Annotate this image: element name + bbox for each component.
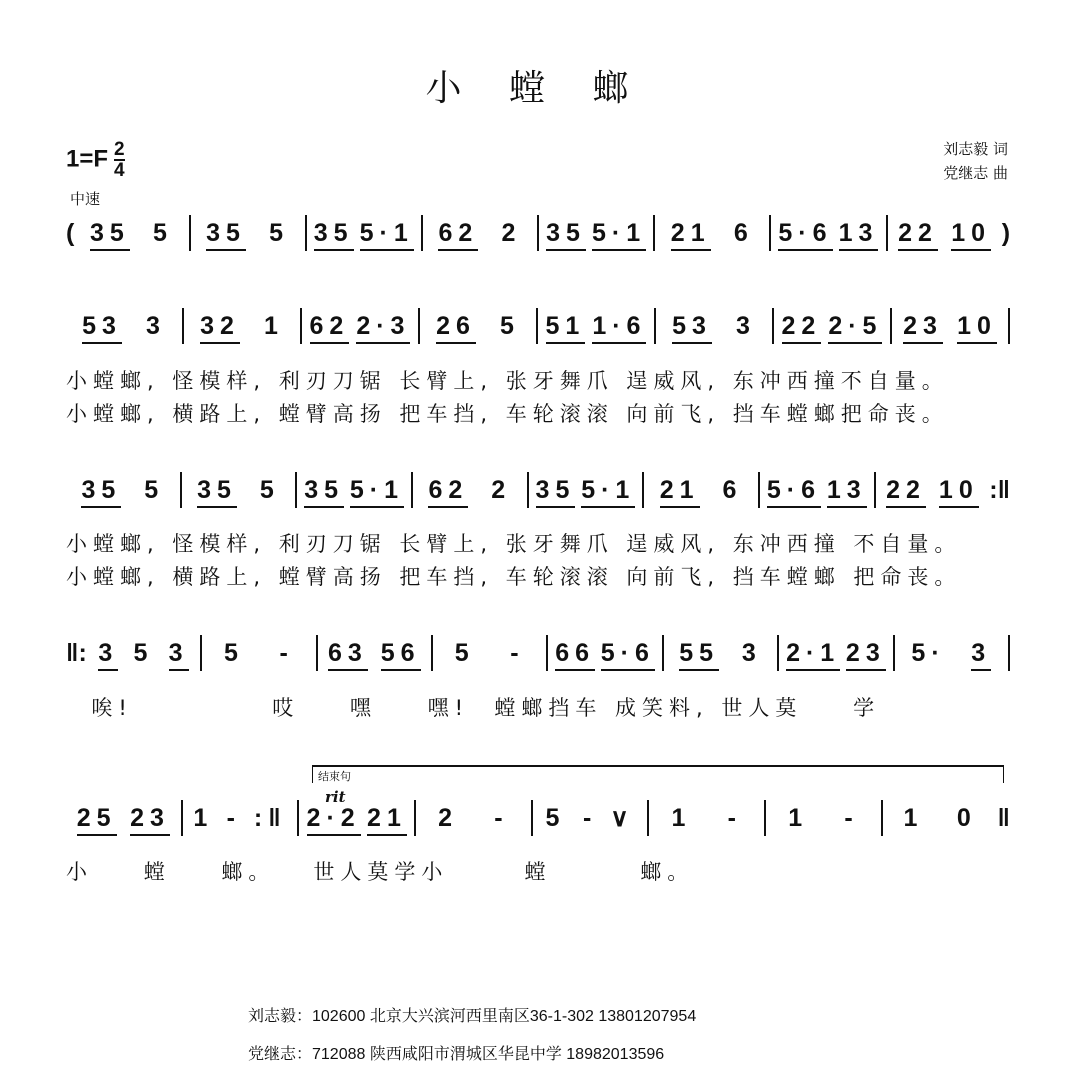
note-group: - <box>727 804 742 832</box>
note-group: 3 <box>146 312 166 340</box>
measure <box>664 635 779 671</box>
note-group: 5 <box>133 639 154 667</box>
measure <box>529 472 645 508</box>
lyrics-row2-verse1: 小螳螂, 怪模样, 利刃刀锯 长臂上, 张牙舞爪 逞威风, 东冲西撞不自量。 <box>66 369 949 393</box>
time-sig-bottom: 4 <box>114 160 125 181</box>
note-group: 56 <box>381 639 421 671</box>
note-group: 5 <box>454 639 475 667</box>
ending-label: 结束句 <box>318 770 351 783</box>
note-group: - <box>494 804 509 832</box>
note-group: 2·1 <box>786 639 840 671</box>
note-group: 5· <box>911 639 946 667</box>
note-group: 2 <box>491 476 512 504</box>
note-group: 5 <box>223 639 244 667</box>
note-group: 22 <box>886 476 926 508</box>
note-group: 10 <box>951 219 991 251</box>
measure <box>548 635 663 671</box>
note-group: 5 <box>152 219 173 247</box>
measure <box>182 472 298 508</box>
note-group: 3 <box>971 639 991 671</box>
measure <box>413 472 529 508</box>
lyrics-row2-verse2: 小螳螂, 横路上, 螳臂高扬 把车挡, 车轮滚滚 向前飞, 挡车螳螂把命丧。 <box>66 402 949 426</box>
staff-row-4 <box>66 635 1010 671</box>
note-group: 1·6 <box>592 312 646 344</box>
staff-row-3 <box>66 472 1010 508</box>
measure <box>649 800 766 836</box>
note-group: 32 <box>200 312 240 344</box>
note-group: 10 <box>957 312 997 344</box>
note-group: - <box>510 639 525 667</box>
footer-contact-2: 党继志：712088 陕西咸阳市渭城区华昆中学 18982013596 <box>248 1046 665 1063</box>
measure <box>202 635 317 671</box>
measure <box>774 308 892 344</box>
note-group: 5·1 <box>592 219 646 251</box>
note-group: 35 <box>197 476 237 508</box>
tempo-marking: 中速 <box>70 190 101 208</box>
ending-bracket <box>312 765 1004 783</box>
row-suffix-mark: ) <box>1001 219 1011 247</box>
measure <box>644 472 760 508</box>
note-group: 21 <box>367 804 407 836</box>
note-group: 1 <box>193 804 214 832</box>
note-group: 5·6 <box>767 476 821 508</box>
measure <box>895 635 1010 671</box>
note-group: 35 <box>536 476 576 508</box>
measure <box>760 472 876 508</box>
note-group: 1 <box>671 804 692 832</box>
measure <box>297 472 413 508</box>
note-group: 5 <box>269 219 290 247</box>
measure <box>538 308 656 344</box>
note-group: 55 <box>679 639 719 671</box>
note-group: 1 <box>264 312 284 340</box>
note-group: 5 <box>144 476 165 504</box>
lyrics-row3-verse2: 小螳螂, 横路上, 螳臂高扬 把车挡, 车轮滚滚 向前飞, 挡车螳螂 把命丧。 <box>66 565 962 589</box>
note-group: 5 <box>545 804 566 832</box>
note-group: 22 <box>782 312 822 344</box>
note-group: 62 <box>438 219 478 251</box>
note-group: 23 <box>903 312 943 344</box>
row-prefix-mark: ( <box>66 219 75 247</box>
note-group: 35 <box>546 219 586 251</box>
measure <box>888 215 1002 251</box>
note-group: 35 <box>314 219 354 251</box>
note-group: 62 <box>310 312 350 344</box>
lyrics-row4: 唉! 哎 嘿 嘿! 螳螂挡车 成笑料, 世人莫 学 <box>66 696 881 720</box>
note-group: 1 <box>903 804 924 832</box>
measure <box>307 215 423 251</box>
footer-contact-1: 刘志毅：102600 北京大兴滨河西里南区36-1-302 13801207954 <box>248 1008 697 1025</box>
measure <box>655 215 771 251</box>
note-group: 5·1 <box>350 476 404 508</box>
measure <box>184 308 302 344</box>
note-group: 0 <box>956 804 977 832</box>
measure <box>433 635 548 671</box>
measure <box>183 800 300 836</box>
note-group: 23 <box>846 639 886 671</box>
measure <box>876 472 990 508</box>
staff-row-1 <box>66 215 1010 251</box>
note-group: 10 <box>939 476 979 508</box>
song-title: 小 螳 螂 <box>425 68 647 109</box>
note-group: 6 <box>722 476 743 504</box>
staff-row-5 <box>66 800 1010 836</box>
measure <box>416 800 533 836</box>
composer-credit: 党继志 曲 <box>943 164 1008 182</box>
note-group: 2 <box>438 804 459 832</box>
note-group: 5·6 <box>778 219 832 251</box>
note-group: 62 <box>428 476 468 508</box>
note-group: 23 <box>130 804 170 836</box>
note-group: 53 <box>672 312 712 344</box>
measure <box>66 308 184 344</box>
note-group: 5 <box>500 312 520 340</box>
note-group: 13 <box>827 476 867 508</box>
measure <box>533 800 650 836</box>
note-group: 2·5 <box>828 312 882 344</box>
lyrics-row5: 小 螳 螂。 世人莫学小 螳 螂。 <box>66 860 695 884</box>
note-group: 2·3 <box>356 312 410 344</box>
note-group: 3 <box>736 312 756 340</box>
key-label: 1=F <box>66 145 109 173</box>
measure <box>779 635 894 671</box>
measure <box>87 635 202 671</box>
measure <box>66 800 183 836</box>
row-suffix-mark: :‖ <box>989 476 1011 504</box>
measure <box>539 215 655 251</box>
note-group: 22 <box>898 219 938 251</box>
note-group: - :‖ <box>226 804 287 832</box>
measure <box>771 215 887 251</box>
measure <box>318 635 433 671</box>
note-group: 51 <box>546 312 586 344</box>
note-group: 35 <box>206 219 246 251</box>
measure <box>892 308 1010 344</box>
note-group: 21 <box>660 476 700 508</box>
note-group: 13 <box>839 219 879 251</box>
measure <box>66 472 182 508</box>
measure <box>74 215 190 251</box>
measure <box>420 308 538 344</box>
key-signature <box>66 140 125 180</box>
measure <box>883 800 998 836</box>
row-suffix-mark: ‖ <box>997 804 1010 832</box>
measure <box>302 308 420 344</box>
note-group: 5·1 <box>581 476 635 508</box>
note-group: 35 <box>90 219 130 251</box>
ritardando-marking: rit <box>325 788 346 806</box>
time-signature <box>114 140 125 180</box>
time-sig-top: 2 <box>114 139 125 160</box>
measure <box>299 800 416 836</box>
measure <box>191 215 307 251</box>
staff-row-2 <box>66 308 1010 344</box>
measure <box>766 800 883 836</box>
note-group: 2 <box>501 219 522 247</box>
row-prefix-mark: ‖: <box>66 639 87 667</box>
note-group: 1 <box>788 804 809 832</box>
measure <box>423 215 539 251</box>
note-group: 53 <box>82 312 122 344</box>
note-group: 21 <box>671 219 711 251</box>
note-group: - <box>279 639 294 667</box>
note-group: 63 <box>328 639 368 671</box>
note-group: 5 <box>259 476 280 504</box>
note-group: 5·1 <box>360 219 414 251</box>
note-group: 3 <box>741 639 762 667</box>
measure <box>656 308 774 344</box>
note-group: 25 <box>77 804 117 836</box>
note-group: 35 <box>81 476 121 508</box>
note-group: 35 <box>304 476 344 508</box>
lyricist-credit: 刘志毅 词 <box>943 140 1008 158</box>
lyrics-row3-verse1: 小螳螂, 怪模样, 利刃刀锯 长臂上, 张牙舞爪 逞威风, 东冲西撞 不自量。 <box>66 532 962 556</box>
note-group: 3 <box>169 639 189 671</box>
note-group: 66 <box>555 639 595 671</box>
note-group: 5·6 <box>601 639 655 671</box>
note-group: 2·2 <box>307 804 361 836</box>
note-group: 6 <box>733 219 754 247</box>
note-group: - <box>844 804 859 832</box>
note-group: 26 <box>436 312 476 344</box>
note-group: - ∨ <box>583 804 635 832</box>
note-group: 3 <box>98 639 118 671</box>
